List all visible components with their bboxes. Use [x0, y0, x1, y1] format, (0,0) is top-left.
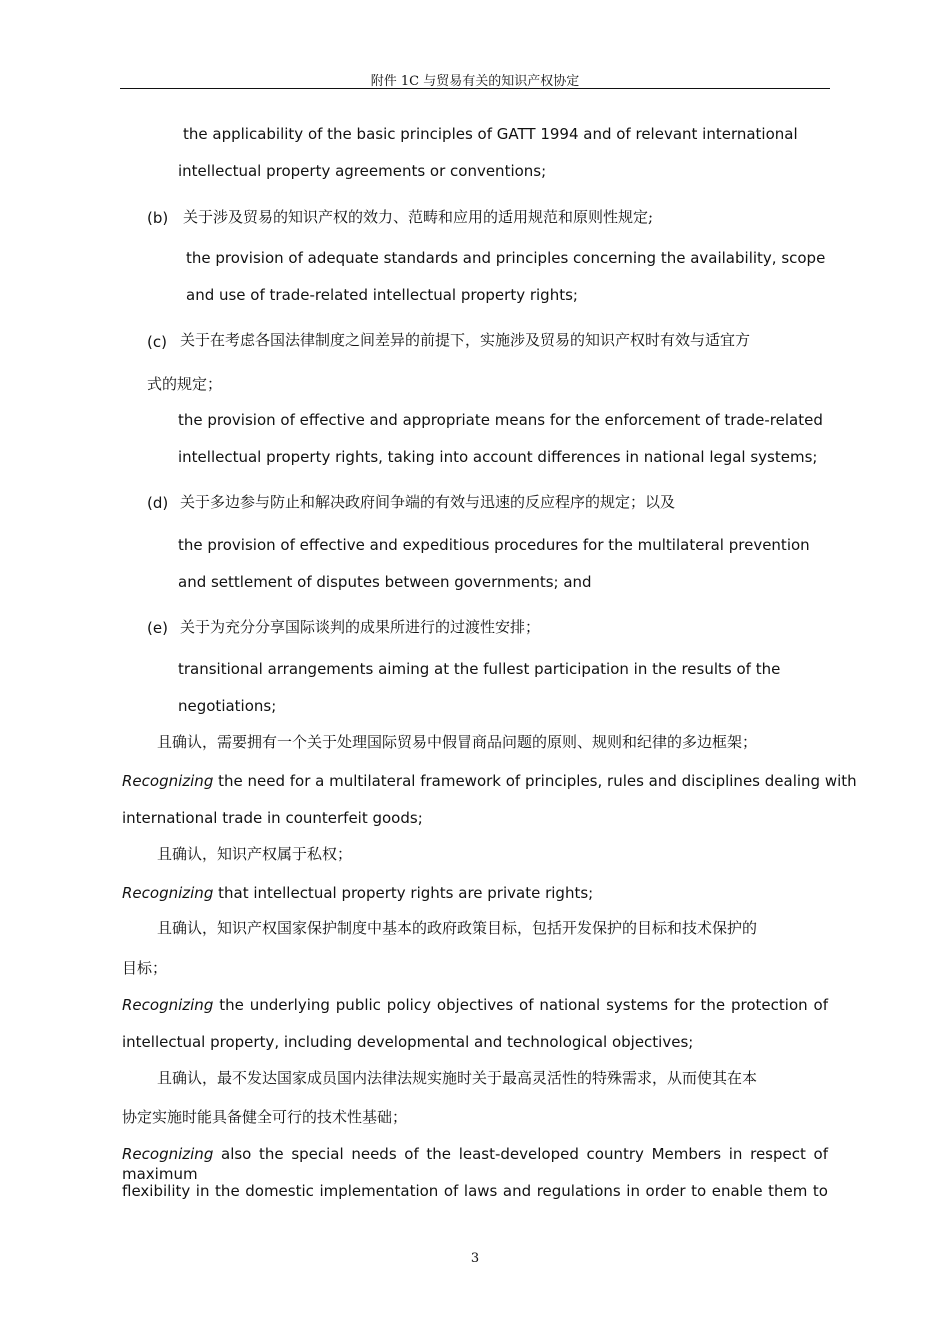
recital-3-cn-line-1: 且确认，知识产权国家保护制度中基本的政府政策目标，包括开发保护的目标和技术保护的	[157, 919, 758, 937]
item-b-cn: 关于涉及贸易的知识产权的效力、范畴和应用的适用规范和原则性规定;	[183, 208, 654, 226]
item-e-label: (e)	[147, 619, 168, 637]
item-a-en-line-1: the applicability of the basic principles of GATT 1994 and of relevant international	[183, 125, 798, 143]
recital-3-en-line-1: Recognizing the underlying public policy objectives of national systems for the protection of	[122, 996, 828, 1014]
item-a-en-line-2: intellectual property agreements or conventions;	[178, 162, 547, 180]
item-c-cn-line-2: 式的规定；	[147, 375, 223, 393]
recital-3-en-line-2: intellectual property, including developmental and technological objectives;	[122, 1033, 694, 1051]
recital-4-cn-line-1: 且确认，最不发达国家成员国内法律法规实施时关于最高灵活性的特殊需求，从而使其在本	[157, 1069, 758, 1087]
item-b-en-line-2: and use of trade-related intellectual property rights;	[186, 286, 578, 304]
recital-2-cn: 且确认，知识产权属于私权；	[157, 845, 353, 863]
recital-4-emphasis: Recognizing	[122, 1145, 214, 1163]
item-b-label: (b)	[147, 209, 169, 227]
page-number: 3	[470, 1251, 480, 1266]
item-e-en-line-1: transitional arrangements aiming at the fullest participation in the results of the	[178, 660, 781, 678]
item-d-en-line-2: and settlement of disputes between governments; and	[178, 573, 592, 591]
recital-4-cn-line-2: 协定实施时能具备健全可行的技术性基础；	[122, 1108, 408, 1126]
recital-4-en-line-2: flexibility in the domestic implementation of laws and regulations in order to enable them to	[122, 1182, 828, 1200]
item-c-en-line-2: intellectual property rights, taking into account differences in national legal systems;	[178, 448, 818, 466]
item-e-cn: 关于为充分分享国际谈判的成果所进行的过渡性安排；	[180, 618, 541, 636]
recital-2-en: Recognizing that intellectual property rights are private rights;	[122, 884, 594, 902]
recital-4-en-line-1: Recognizing also the special needs of the least-developed country Members in respect of maximum	[122, 1145, 828, 1183]
item-b-en-line-1: the provision of adequate standards and principles concerning the availability, scope	[186, 249, 826, 267]
header-rule	[120, 88, 830, 89]
recital-3-cn-line-2: 目标；	[122, 959, 168, 977]
recital-1-emphasis: Recognizing	[122, 772, 214, 790]
item-c-label: (c)	[147, 333, 167, 351]
item-e-en-line-2: negotiations;	[178, 697, 277, 715]
item-d-cn: 关于多边参与防止和解决政府间争端的有效与迅速的反应程序的规定；以及	[180, 493, 676, 511]
recital-3-emphasis: Recognizing	[122, 996, 214, 1014]
recital-1-en-line-2: international trade in counterfeit goods;	[122, 809, 423, 827]
item-c-en-line-1: the provision of effective and appropriate means for the enforcement of trade-related	[178, 411, 823, 429]
recital-2-emphasis: Recognizing	[122, 884, 214, 902]
item-d-label: (d)	[147, 494, 169, 512]
recital-1-cn: 且确认，需要拥有一个关于处理国际贸易中假冒商品问题的原则、规则和纪律的多边框架；	[157, 733, 758, 751]
running-header: 附件 1C 与贸易有关的知识产权协定	[370, 74, 580, 89]
item-c-cn-line-1: 关于在考虑各国法律制度之间差异的前提下，实施涉及贸易的知识产权时有效与适宜方	[180, 331, 751, 349]
recital-1-en-line-1: Recognizing the need for a multilateral framework of principles, rules and disciplines dealing with	[122, 772, 857, 790]
item-d-en-line-1: the provision of effective and expeditious procedures for the multilateral prevention	[178, 536, 810, 554]
